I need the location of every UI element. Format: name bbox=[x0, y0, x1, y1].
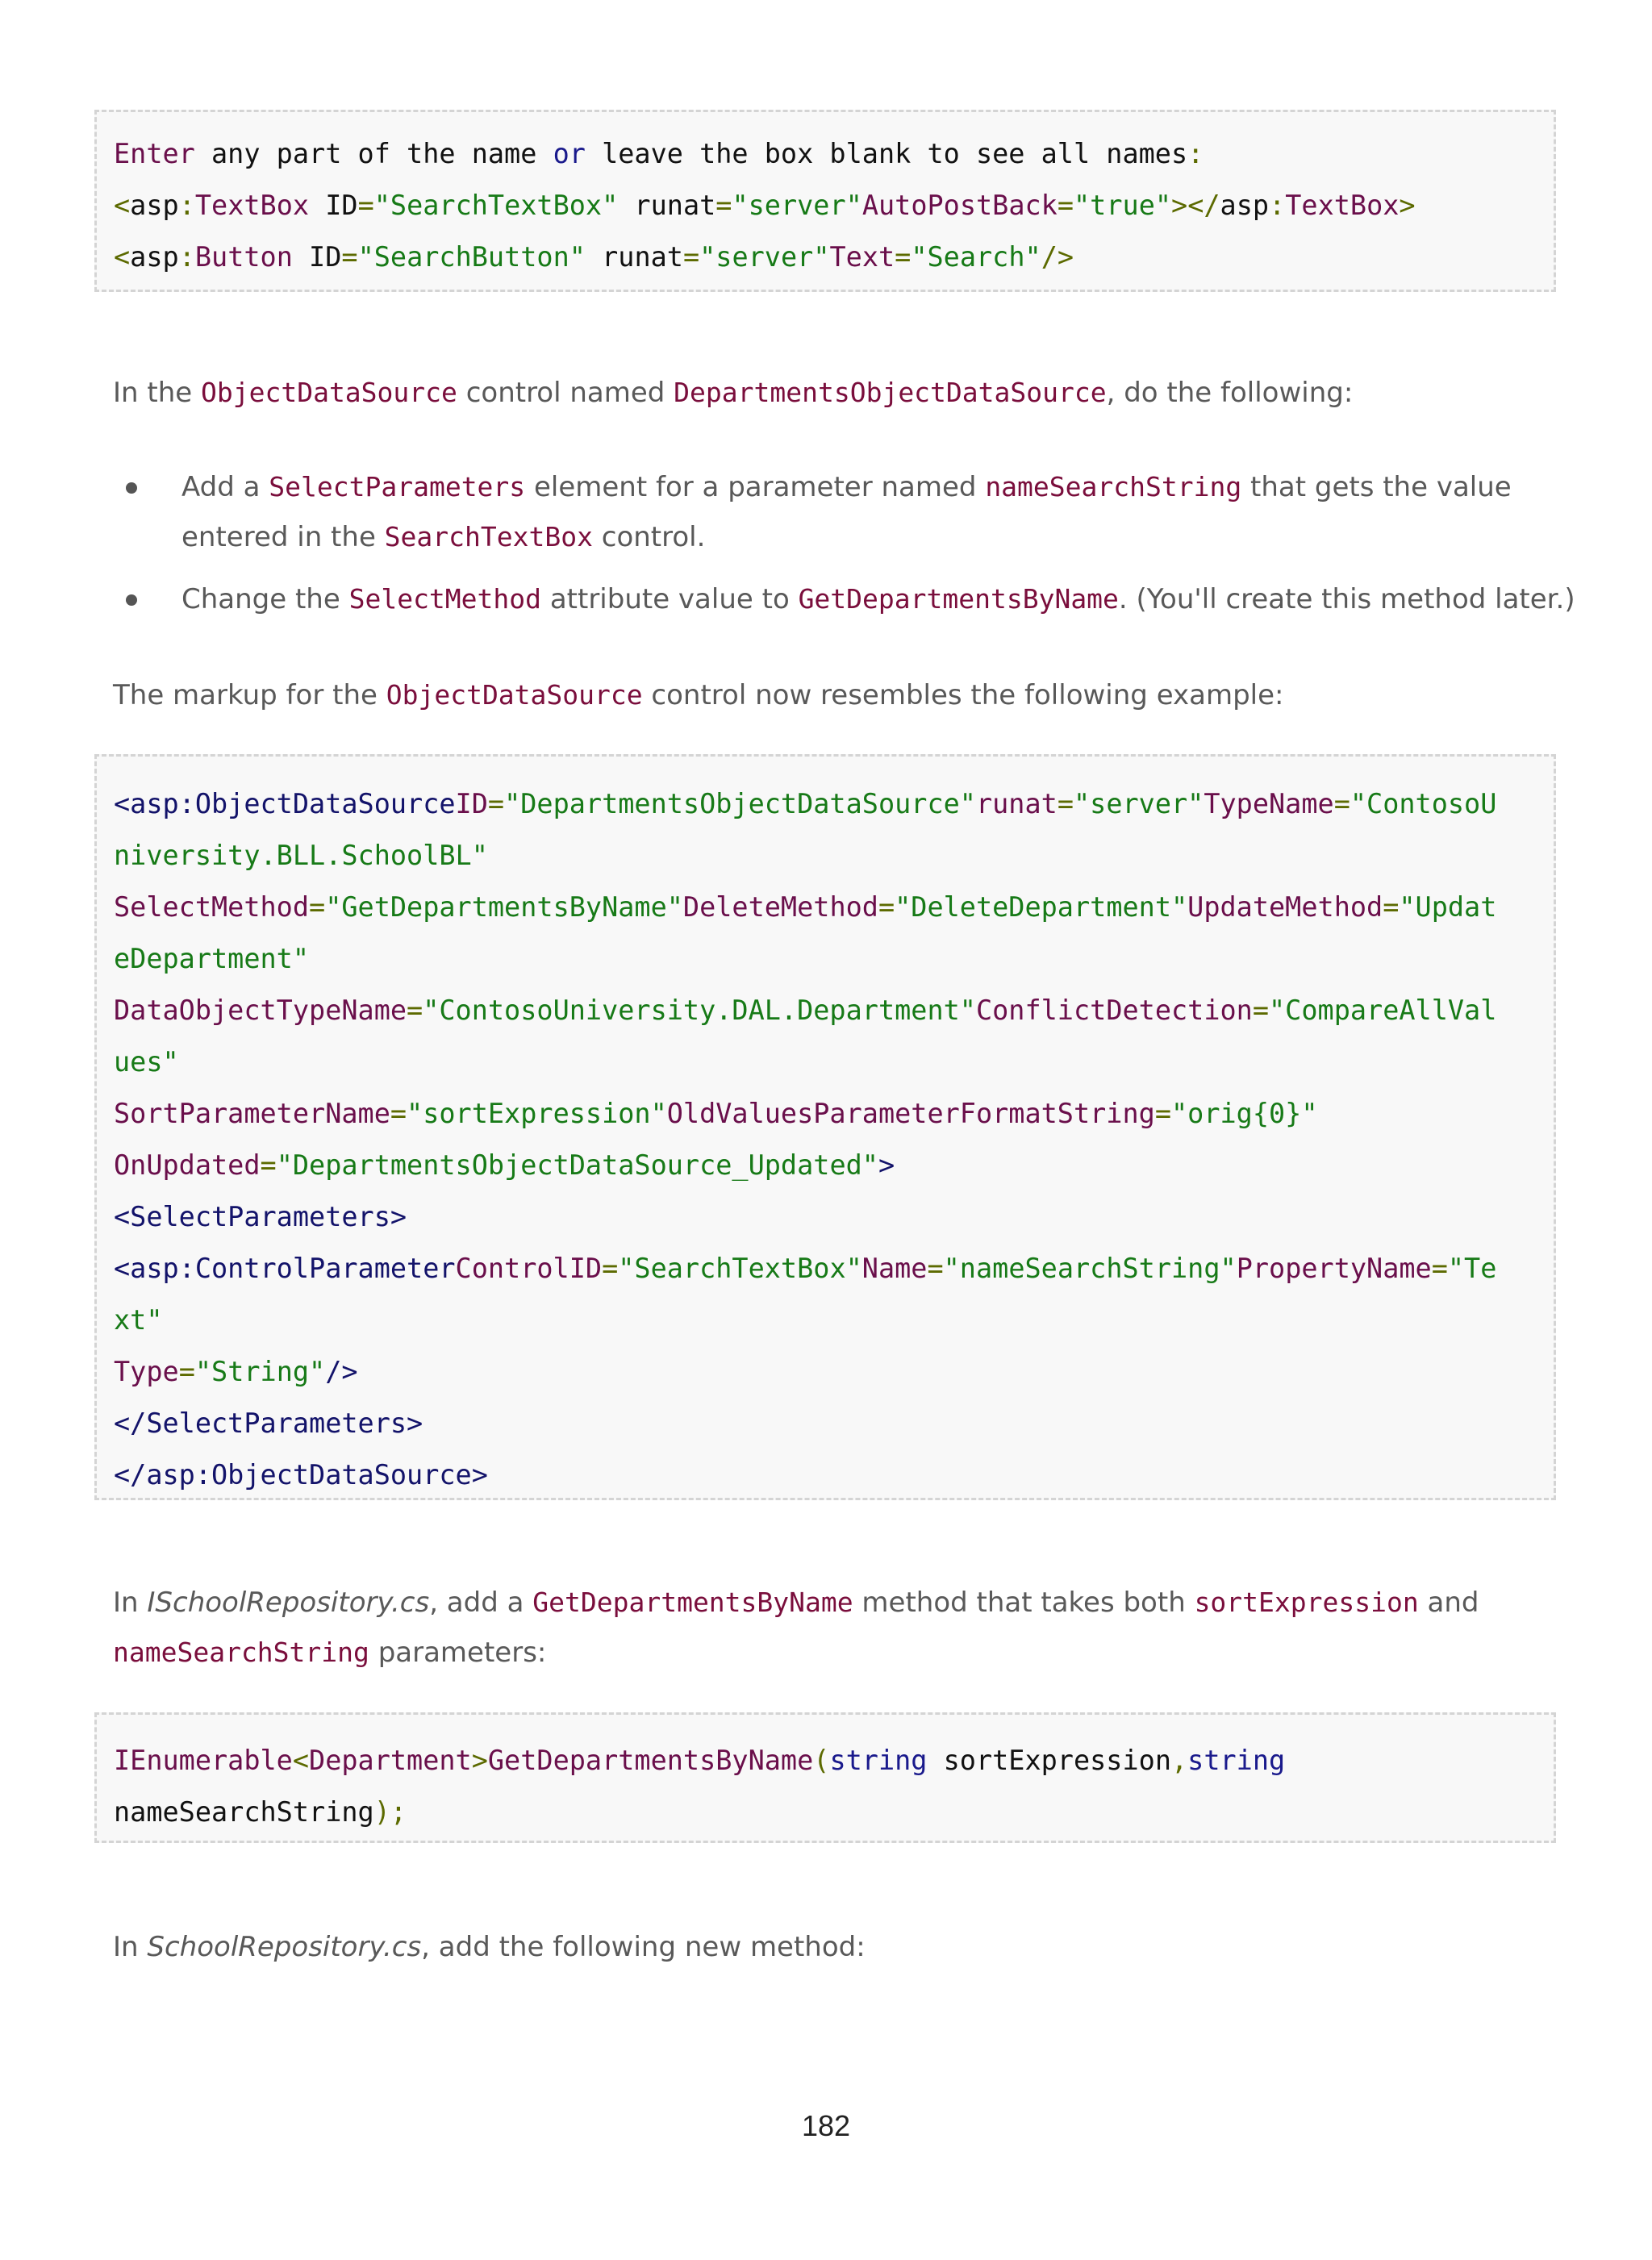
text-run: element for a parameter named bbox=[525, 471, 986, 503]
code-token: xt" bbox=[114, 1304, 163, 1336]
code-token: = bbox=[487, 788, 505, 819]
code-token: sortExpression bbox=[927, 1745, 1171, 1776]
code-line bbox=[114, 180, 1416, 231]
code-token: "Updat bbox=[1399, 891, 1497, 923]
code-token: ues" bbox=[114, 1046, 179, 1078]
code-token: ID bbox=[455, 788, 488, 819]
paragraph-schoolrepository bbox=[113, 1921, 866, 1973]
text-run: The markup for the bbox=[113, 679, 386, 711]
code-token: = bbox=[1252, 994, 1270, 1026]
code-token: = bbox=[357, 190, 374, 221]
code-token: "SearchButton" bbox=[357, 241, 586, 273]
code-line bbox=[114, 1191, 407, 1243]
bullet-dot bbox=[126, 482, 137, 494]
code-token: asp bbox=[1220, 190, 1270, 221]
code-token: = bbox=[178, 1356, 195, 1387]
code-token: Enter bbox=[114, 138, 195, 169]
code-line bbox=[114, 830, 488, 882]
text-run: that gets the value bbox=[1241, 471, 1512, 503]
code-token: PropertyName bbox=[1236, 1253, 1432, 1284]
code-token: IEnumerable bbox=[114, 1745, 293, 1776]
code-token: "sortExpression" bbox=[407, 1098, 667, 1129]
code-token: = bbox=[682, 241, 700, 273]
code-line bbox=[114, 1346, 358, 1398]
code-token: = bbox=[1333, 788, 1350, 819]
code-token: = bbox=[895, 241, 912, 273]
inline-code: sortExpression bbox=[1194, 1587, 1419, 1618]
code-token: ID bbox=[309, 190, 358, 221]
code-token: = bbox=[260, 1149, 277, 1181]
code-token: = bbox=[602, 1253, 619, 1284]
code-token: = bbox=[1431, 1253, 1448, 1284]
code-token: : bbox=[178, 241, 195, 273]
text-run: Change the bbox=[181, 583, 349, 615]
code-token: /> bbox=[1041, 241, 1074, 273]
code-token: = bbox=[341, 241, 358, 273]
text-run: In bbox=[113, 1587, 148, 1619]
code-line bbox=[114, 1449, 488, 1501]
code-token: = bbox=[715, 190, 732, 221]
code-token: leave the box blank to see all names bbox=[585, 138, 1188, 169]
code-token: UpdateMethod bbox=[1187, 891, 1383, 923]
code-line bbox=[114, 128, 1204, 180]
code-token: asp bbox=[130, 241, 179, 273]
code-token: < bbox=[292, 1745, 310, 1776]
text-run: In bbox=[113, 1931, 148, 1963]
code-token: "DepartmentsObjectDataSource_Updated" bbox=[276, 1149, 878, 1181]
code-token: > bbox=[1399, 190, 1416, 221]
code-token: "CompareAllVal bbox=[1269, 994, 1497, 1026]
code-token: any part of the name bbox=[194, 138, 553, 169]
code-token: ControlID bbox=[455, 1253, 603, 1284]
code-token: ID bbox=[292, 241, 342, 273]
code-line bbox=[114, 231, 1074, 283]
code-token: > bbox=[878, 1149, 895, 1181]
code-token: "ContosoU bbox=[1350, 788, 1497, 819]
code-token: "orig{0}" bbox=[1170, 1098, 1318, 1129]
code-token: "SearchTextBox" bbox=[618, 1253, 862, 1284]
code-token: "SearchTextBox" bbox=[373, 190, 619, 221]
code-token: "nameSearchString" bbox=[943, 1253, 1237, 1284]
code-token: string bbox=[1187, 1745, 1286, 1776]
text-run: attribute value to bbox=[541, 583, 799, 615]
code-token: <asp:ControlParameter bbox=[114, 1253, 456, 1284]
inline-code: nameSearchString bbox=[113, 1637, 369, 1668]
inline-code: nameSearchString bbox=[985, 471, 1242, 502]
code-token: TextBox bbox=[194, 190, 310, 221]
code-token: eDepartment" bbox=[114, 943, 310, 974]
code-token: <asp:ObjectDataSource bbox=[114, 788, 456, 819]
text-run: , do the following: bbox=[1106, 377, 1354, 409]
text-run: control named bbox=[457, 377, 674, 409]
code-token: AutoPostBack bbox=[861, 190, 1058, 221]
text-run: parameters: bbox=[369, 1637, 547, 1669]
code-token: runat bbox=[618, 190, 716, 221]
code-token: SelectMethod bbox=[114, 891, 310, 923]
text-run: control. bbox=[592, 521, 706, 553]
code-token: OldValuesParameterFormatString bbox=[666, 1098, 1155, 1129]
code-line bbox=[114, 1036, 179, 1088]
text-run: Add a bbox=[181, 471, 269, 503]
bullet-item-select-parameters bbox=[181, 461, 1512, 513]
paragraph-ischoolrepository bbox=[113, 1577, 1479, 1628]
code-token: runat bbox=[975, 788, 1058, 819]
code-token: TextBox bbox=[1285, 190, 1400, 221]
code-token: = bbox=[1057, 788, 1074, 819]
code-token: nameSearchString bbox=[114, 1796, 374, 1828]
code-token: or bbox=[553, 138, 586, 169]
code-line bbox=[114, 1735, 1285, 1787]
code-token: "server" bbox=[732, 190, 862, 221]
text-run: entered in the bbox=[181, 521, 385, 553]
code-line bbox=[114, 1787, 407, 1838]
paragraph-markup-resembles bbox=[113, 669, 1284, 721]
inline-code: SelectParameters bbox=[269, 471, 526, 502]
code-line bbox=[114, 1398, 423, 1449]
code-token: "DepartmentsObjectDataSource" bbox=[504, 788, 976, 819]
code-token: ( bbox=[813, 1745, 830, 1776]
code-line bbox=[114, 933, 309, 985]
code-token: , bbox=[1170, 1745, 1188, 1776]
code-token: SortParameterName bbox=[114, 1098, 390, 1129]
inline-code: GetDepartmentsByName bbox=[798, 583, 1119, 615]
code-token: : bbox=[1269, 190, 1286, 221]
code-token: </asp:ObjectDataSource> bbox=[114, 1459, 488, 1491]
paragraph-ischoolrepository-cont bbox=[113, 1627, 546, 1678]
code-token: "String" bbox=[194, 1356, 326, 1387]
code-token: DataObjectTypeName bbox=[114, 994, 407, 1026]
code-token: <SelectParameters> bbox=[114, 1201, 407, 1232]
code-token: : bbox=[1187, 138, 1204, 169]
code-token: "DeleteDepartment" bbox=[895, 891, 1188, 923]
code-token: asp bbox=[130, 190, 179, 221]
code-token: : bbox=[178, 190, 195, 221]
code-line bbox=[114, 1295, 163, 1346]
code-token: = bbox=[927, 1253, 944, 1284]
code-token: "GetDepartmentsByName" bbox=[325, 891, 683, 923]
file-name: SchoolRepository.cs bbox=[147, 1931, 422, 1963]
code-token: = bbox=[309, 891, 326, 923]
code-token: "Te bbox=[1447, 1253, 1497, 1284]
code-token: "ContosoUniversity.DAL.Department" bbox=[423, 994, 976, 1026]
code-token: "Search" bbox=[911, 241, 1041, 273]
code-token: "server" bbox=[1073, 788, 1204, 819]
code-token: = bbox=[407, 994, 423, 1026]
code-block-objectdatasource bbox=[94, 754, 1556, 1500]
code-token: Text bbox=[829, 241, 895, 273]
code-token: Department bbox=[309, 1745, 472, 1776]
code-token: = bbox=[878, 891, 895, 923]
code-line bbox=[114, 778, 1496, 830]
code-token: Button bbox=[194, 241, 293, 273]
code-block-interface-method bbox=[94, 1712, 1556, 1843]
code-line bbox=[114, 1140, 895, 1191]
inline-code: SearchTextBox bbox=[384, 521, 593, 552]
code-token: > bbox=[471, 1745, 488, 1776]
code-token: = bbox=[1057, 190, 1074, 221]
text-run: . (You'll create this method later.) bbox=[1118, 583, 1575, 615]
bullet-dot bbox=[126, 594, 137, 606]
code-line bbox=[114, 1243, 1496, 1295]
code-block-search-markup bbox=[94, 110, 1556, 292]
code-token: GetDepartmentsByName bbox=[487, 1745, 814, 1776]
inline-code: SelectMethod bbox=[348, 583, 542, 615]
code-token: </SelectParameters> bbox=[114, 1407, 423, 1439]
code-token: runat bbox=[585, 241, 683, 273]
inline-code: ObjectDataSource bbox=[386, 679, 643, 711]
text-run: and bbox=[1418, 1587, 1479, 1619]
text-run: method that takes both bbox=[853, 1587, 1195, 1619]
code-line bbox=[114, 1088, 1318, 1140]
inline-code: GetDepartmentsByName bbox=[532, 1587, 853, 1618]
code-token: < bbox=[114, 190, 131, 221]
file-name: ISchoolRepository.cs bbox=[147, 1587, 430, 1619]
text-run: , add a bbox=[429, 1587, 533, 1619]
code-line bbox=[114, 985, 1496, 1036]
code-token: "server" bbox=[699, 241, 830, 273]
text-run: , add the following new method: bbox=[421, 1931, 866, 1963]
code-token: Type bbox=[114, 1356, 179, 1387]
code-token: = bbox=[390, 1098, 407, 1129]
paragraph-objectdatasource-intro bbox=[113, 367, 1353, 419]
code-token: ); bbox=[373, 1796, 407, 1828]
bullet-item-select-parameters-cont bbox=[181, 511, 705, 563]
code-token: DeleteMethod bbox=[682, 891, 878, 923]
text-run: control now resembles the following example: bbox=[642, 679, 1284, 711]
page-number: 182 bbox=[801, 2109, 851, 2142]
code-token: "true" bbox=[1074, 190, 1172, 221]
code-token: /> bbox=[325, 1356, 358, 1387]
inline-code: DepartmentsObjectDataSource bbox=[674, 377, 1107, 408]
code-token: ConflictDetection bbox=[975, 994, 1253, 1026]
code-line bbox=[114, 882, 1496, 933]
code-token: string bbox=[829, 1745, 928, 1776]
code-token: niversity.BLL.SchoolBL" bbox=[114, 840, 488, 871]
code-token: = bbox=[1154, 1098, 1171, 1129]
bullet-item-select-method bbox=[181, 573, 1575, 625]
code-token: OnUpdated bbox=[114, 1149, 261, 1181]
code-token: < bbox=[114, 241, 131, 273]
code-token: TypeName bbox=[1204, 788, 1334, 819]
code-token: ></ bbox=[1171, 190, 1220, 221]
text-run: In the bbox=[113, 377, 201, 409]
code-token: = bbox=[1383, 891, 1400, 923]
inline-code: ObjectDataSource bbox=[201, 377, 457, 408]
code-token: Name bbox=[861, 1253, 928, 1284]
